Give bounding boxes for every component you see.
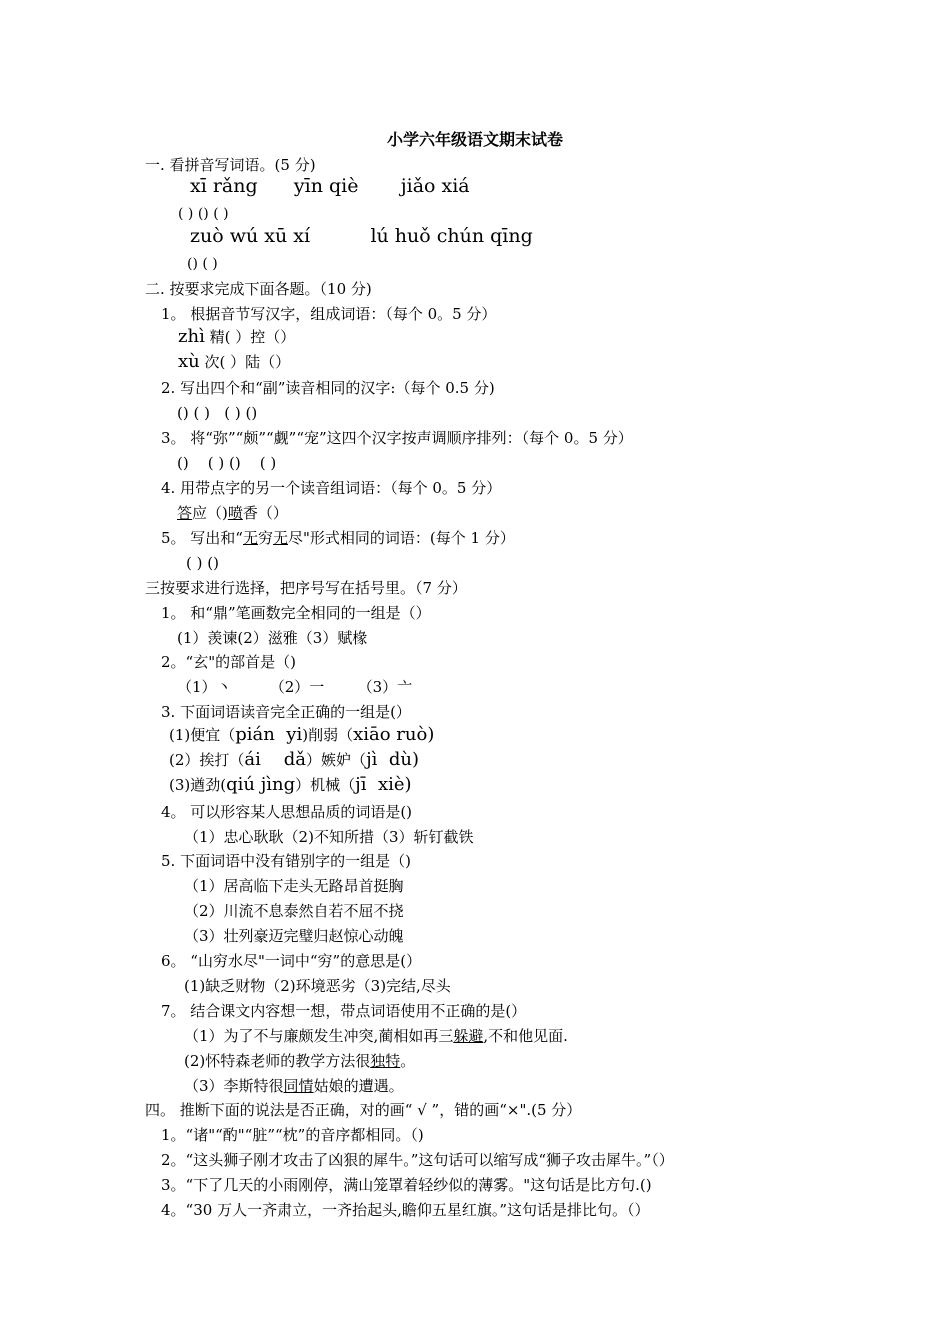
s3-q3-o3-text-1: (3)遒劲(: [169, 776, 227, 794]
s3-q3-o1-pinyin-1: pián yi: [235, 724, 303, 745]
s2-q1-item-b: [178, 351, 290, 373]
pinyin-xu: xù: [178, 351, 200, 372]
s3-q7-o1-underlined: 躲避: [453, 1027, 484, 1045]
s3-question-4: 4。 可以形容某人思想品质的词语是(): [161, 803, 413, 821]
s3-q5-option-3: （3）壮列豪迈完璧归赵惊心动魄: [184, 927, 404, 945]
s2-q5-text-2: 穷: [258, 529, 274, 547]
s2-q5-underlined-2: 无: [273, 529, 289, 547]
s3-q3-o2-text-3: ): [411, 749, 419, 770]
s3-q3-o1-text-1: (1)便宜（: [169, 726, 236, 744]
section-3-heading: 三按要求进行选择，把序号写在括号里。（7 分）: [145, 579, 467, 597]
s2-q1-item-a: [178, 326, 295, 348]
s3-q3-option-3: [169, 774, 412, 796]
section-4-heading: 四。 推断下面的说法是否正确，对的画“ √ ”，错的画“×".(5 分）: [145, 1101, 582, 1119]
s3-q6-options: (1)缺乏财物（2)环境恶劣（3)完结,尽头: [184, 977, 451, 995]
s2-q2-blanks: () ( ) ( ) (): [177, 404, 258, 422]
s3-q3-o3-text-3: ): [404, 774, 412, 795]
s2-q4-text-2: 香（）: [242, 504, 288, 522]
s4-question-2: 2。“这头狮子刚才攻击了凶狠的犀牛。”这句话可以缩写成“狮子攻击犀牛。”（）: [161, 1151, 674, 1169]
s2-q5-blanks: ( ) (): [186, 554, 219, 572]
pinyin-row-1: xī rǎng yīn qiè jiǎo xiá: [190, 175, 470, 197]
s3-q3-o3-pinyin-1: qiú jìng: [226, 774, 296, 795]
s3-q5-option-1: （1）居高临下走头无路昂首挺胸: [184, 877, 404, 895]
s3-q3-option-1: [169, 724, 434, 746]
s3-question-5: 5. 下面词语中没有错别字的一组是（): [161, 852, 411, 870]
s3-q7-o2-underlined: 独特: [370, 1052, 401, 1070]
s3-question-3: 3. 下面词语读音完全正确的一组是(）: [161, 703, 411, 721]
s3-q3-o3-pinyin-2: jī xiè: [355, 774, 405, 795]
s3-question-2: 2。“玄"的部首是（): [161, 653, 296, 671]
pinyin-zhi: zhì: [178, 326, 205, 347]
dotted-char-pen: 喷: [227, 504, 243, 522]
s2-q1-item-a-text: 精( ）控（）: [204, 328, 296, 346]
s2-question-4: 4. 用带点字的另一个读音组词语：（每个 0。5 分）: [161, 479, 502, 497]
s2-q4-answer-line: [177, 502, 288, 524]
s3-q7-o3-text-2: 姑娘的遭遇。: [313, 1077, 404, 1095]
s3-question-1: 1。 和“鼎”笔画数完全相同的一组是（）: [161, 604, 431, 622]
s3-q1-options: (1）羡谏(2）滋雅（3）赋椽: [177, 629, 368, 647]
s3-q3-o3-text-2: ）机械（: [295, 776, 356, 794]
pinyin-row-2: zuò wú xū xí lú huǒ chún qīng: [190, 225, 533, 247]
s3-q7-o2-text-1: (2)怀特森老师的教学方法很: [184, 1052, 371, 1070]
s2-q1-item-b-text: 次( ）陆（）: [199, 353, 291, 371]
s3-q7-option-2: [184, 1050, 415, 1072]
s4-question-3: 3。“下了几天的小雨刚停，满山笼罩着轻纱似的薄雾。"这句话是比方句.(): [161, 1176, 652, 1194]
s3-q3-o1-text-2: )削弱（: [302, 726, 354, 744]
s3-q4-options: （1）忠心耿耿（2)不知所措（3）斩钉截铁: [184, 828, 474, 846]
s3-q2-options: （1）丶 （2）一 （3）亠: [177, 678, 413, 696]
s3-q7-option-1: [184, 1025, 568, 1047]
s2-q4-text-1: 应（): [192, 504, 228, 522]
dotted-char-da: 答: [177, 504, 193, 522]
s4-question-4: 4。“30 万人一齐肃立，一齐抬起头,瞻仰五星红旗。”这句话是排比句。（）: [161, 1201, 650, 1219]
exam-title: 小学六年级语文期末试卷: [386, 130, 563, 149]
answer-blanks-row-1: ( ) () ( ): [178, 206, 229, 222]
s3-q3-o2-pinyin-2: jì dù: [366, 749, 412, 770]
s3-question-7: 7。 结合课文内容想一想，带点词语使用不正确的是(）: [161, 1002, 527, 1020]
s4-question-1: 1。“诸"“酌"“脏”“枕”的音序都相同。（): [161, 1126, 424, 1144]
s3-q7-o1-text-2: ,不和他见面.: [483, 1027, 568, 1045]
s2-question-2: 2. 写出四个和“副”读音相同的汉字:（每个 0.5 分): [161, 379, 495, 397]
s3-q7-o3-underlined: 同情: [283, 1077, 314, 1095]
s2-q5-text-3: 尽"形式相同的词语：(每个 1 分）: [288, 529, 515, 547]
s3-q7-option-3: [184, 1075, 404, 1097]
s3-q3-option-2: [169, 749, 419, 771]
s2-q5-underlined-1: 无: [242, 529, 258, 547]
section-1-heading: 一. 看拼音写词语。(5 分): [145, 156, 316, 174]
s2-q3-blanks: () ( ) () ( ): [177, 454, 277, 472]
s2-question-1: 1。 根据音节写汉字，组成词语：（每个 0。5 分）: [161, 305, 497, 323]
section-2-heading: 二. 按要求完成下面各题。（10 分): [145, 280, 372, 298]
s3-q7-o3-text-1: （3）李斯特很: [184, 1077, 284, 1095]
s2-q5-text-1: 5。 写出和“: [161, 529, 243, 547]
s3-q3-o1-text-3: ): [427, 724, 435, 745]
s2-question-3: 3。 将“弥”“颇”“觑”“宠”这四个汉字按声调顺序排列：（每个 0。5 分）: [161, 429, 633, 447]
s3-q5-option-2: （2）川流不息泰然自若不屈不挠: [184, 902, 404, 920]
s3-question-6: 6。 “山穷水尽"一词中“穷”的意思是(）: [161, 952, 422, 970]
s3-q7-o2-text-2: 。: [400, 1052, 416, 1070]
s3-q3-o1-pinyin-2: xiāo ruò: [353, 724, 428, 745]
s3-q3-o2-text-1: (2）挨打（: [169, 751, 245, 769]
answer-blanks-row-2: () ( ): [187, 256, 218, 272]
s2-question-5: [161, 527, 515, 549]
s3-q3-o2-text-2: ）嫉妒（: [306, 751, 367, 769]
s3-q3-o2-pinyin-1: ái dǎ: [244, 749, 307, 770]
s3-q7-o1-text-1: （1）为了不与廉颇发生冲突,蔺相如再三: [184, 1027, 454, 1045]
